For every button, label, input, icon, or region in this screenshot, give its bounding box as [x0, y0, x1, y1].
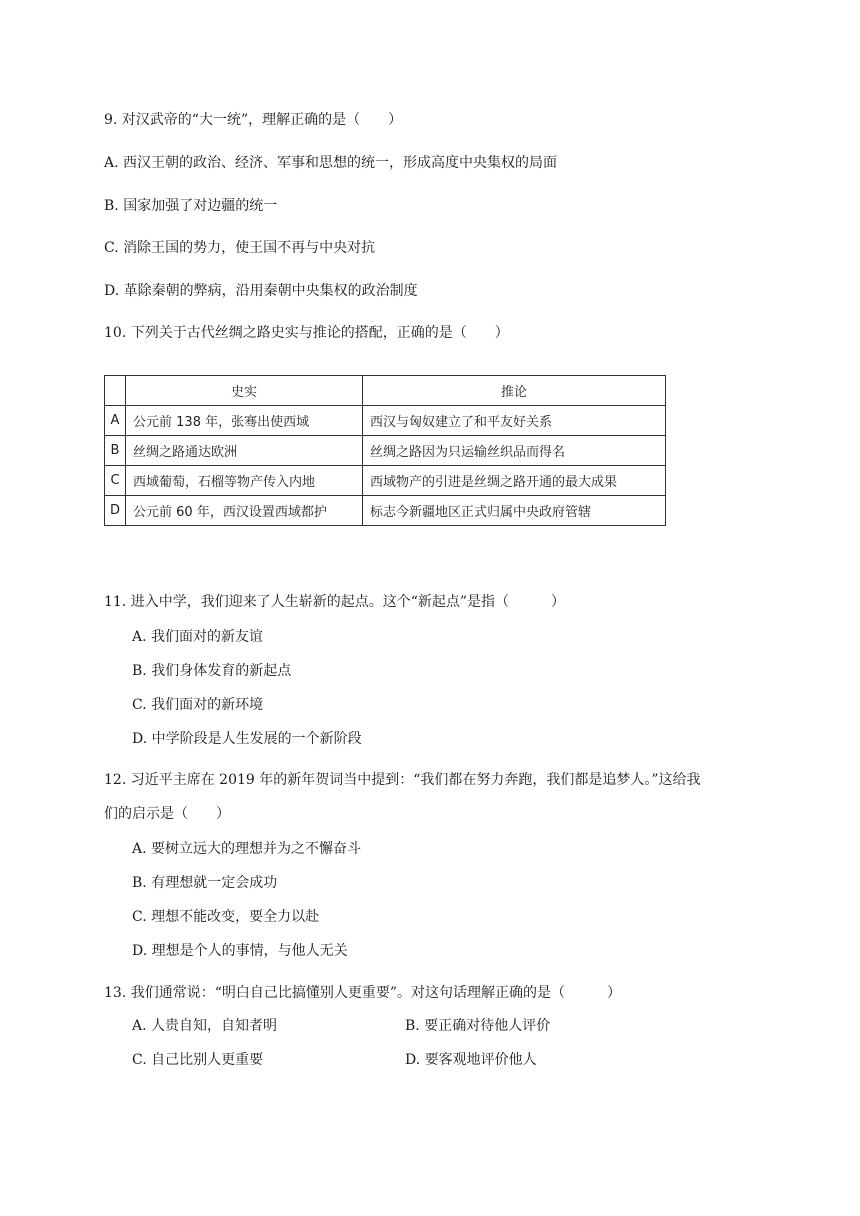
- question-13-option-b: B. 要正确对待他人评价: [405, 1018, 551, 1034]
- question-9-stem: 9. 对汉武帝的“大一统”，理解正确的是（ ）: [104, 112, 403, 128]
- history-inference-table: [104, 375, 666, 526]
- question-11-option-d: D. 中学阶段是人生发展的一个新阶段: [132, 731, 362, 747]
- question-13-option-a: A. 人贵自知，自知者明: [132, 1018, 278, 1034]
- question-10-stem: 10. 下列关于古代丝绸之路史实与推论的搭配，正确的是（ ）: [104, 325, 509, 341]
- question-13-stem: 13. 我们通常说：“明白自己比搞懂别人更重要”。对这句话理解正确的是（ ）: [104, 985, 622, 1001]
- question-12-option-c: C. 理想不能改变，要全力以赴: [132, 909, 320, 925]
- question-11-option-b: B. 我们身体发育的新起点: [132, 663, 292, 679]
- question-12-stem-line-2: 们的启示是（ ）: [104, 806, 230, 822]
- question-13-option-d: D. 要客观地评价他人: [405, 1052, 537, 1068]
- question-9-option-a: A. 西汉王朝的政治、经济、军事和思想的统一，形成高度中央集权的局面: [104, 155, 558, 171]
- table-cell-fact: 公元前 138 年，张骞出使西域: [126, 406, 363, 436]
- question-12-stem-line-1: 12. 习近平主席在 2019 年的新年贺词当中提到：“我们都在努力奔跑，我们都是追梦人。”这给我: [104, 772, 701, 788]
- table-row-key: C: [105, 466, 126, 496]
- question-12-option-a: A. 要树立远大的理想并为之不懈奋斗: [132, 841, 362, 857]
- table-row-key: D: [105, 496, 126, 526]
- table-row-key: A: [105, 406, 126, 436]
- table-header-inference: 推论: [363, 376, 666, 406]
- table-row: [105, 406, 666, 436]
- question-9-option-c: C. 消除王国的势力，使王国不再与中央对抗: [104, 240, 376, 256]
- table-row-key: B: [105, 436, 126, 466]
- table-cell-inference: 西汉与匈奴建立了和平友好关系: [363, 406, 666, 436]
- table-cell-inference: 丝绸之路因为只运输丝织品而得名: [363, 436, 666, 466]
- table-header-key: [105, 376, 126, 406]
- question-9-option-d: D. 革除秦朝的弊病，沿用秦朝中央集权的政治制度: [104, 283, 418, 299]
- table-row: [105, 436, 666, 466]
- question-13-option-c: C. 自己比别人更重要: [132, 1052, 264, 1068]
- table-row: [105, 466, 666, 496]
- table-cell-fact: 西域葡萄，石榴等物产传入内地: [126, 466, 363, 496]
- question-9-option-b: B. 国家加强了对边疆的统一: [104, 198, 278, 214]
- table-row: [105, 496, 666, 526]
- table-header-row: [105, 376, 666, 406]
- question-11-option-a: A. 我们面对的新友谊: [132, 629, 264, 645]
- question-12-option-b: B. 有理想就一定会成功: [132, 875, 278, 891]
- table-cell-inference: 标志今新疆地区正式归属中央政府管辖: [363, 496, 666, 526]
- question-12-option-d: D. 理想是个人的事情，与他人无关: [132, 943, 348, 959]
- table-cell-fact: 公元前 60 年，西汉设置西域都护: [126, 496, 363, 526]
- question-11-option-c: C. 我们面对的新环境: [132, 697, 264, 713]
- table-header-fact: 史实: [126, 376, 363, 406]
- table-cell-inference: 西域物产的引进是丝绸之路开通的最大成果: [363, 466, 666, 496]
- question-11-stem: 11. 进入中学，我们迎来了人生崭新的起点。这个“新起点”是指（ ）: [104, 594, 566, 610]
- table-cell-fact: 丝绸之路通达欧洲: [126, 436, 363, 466]
